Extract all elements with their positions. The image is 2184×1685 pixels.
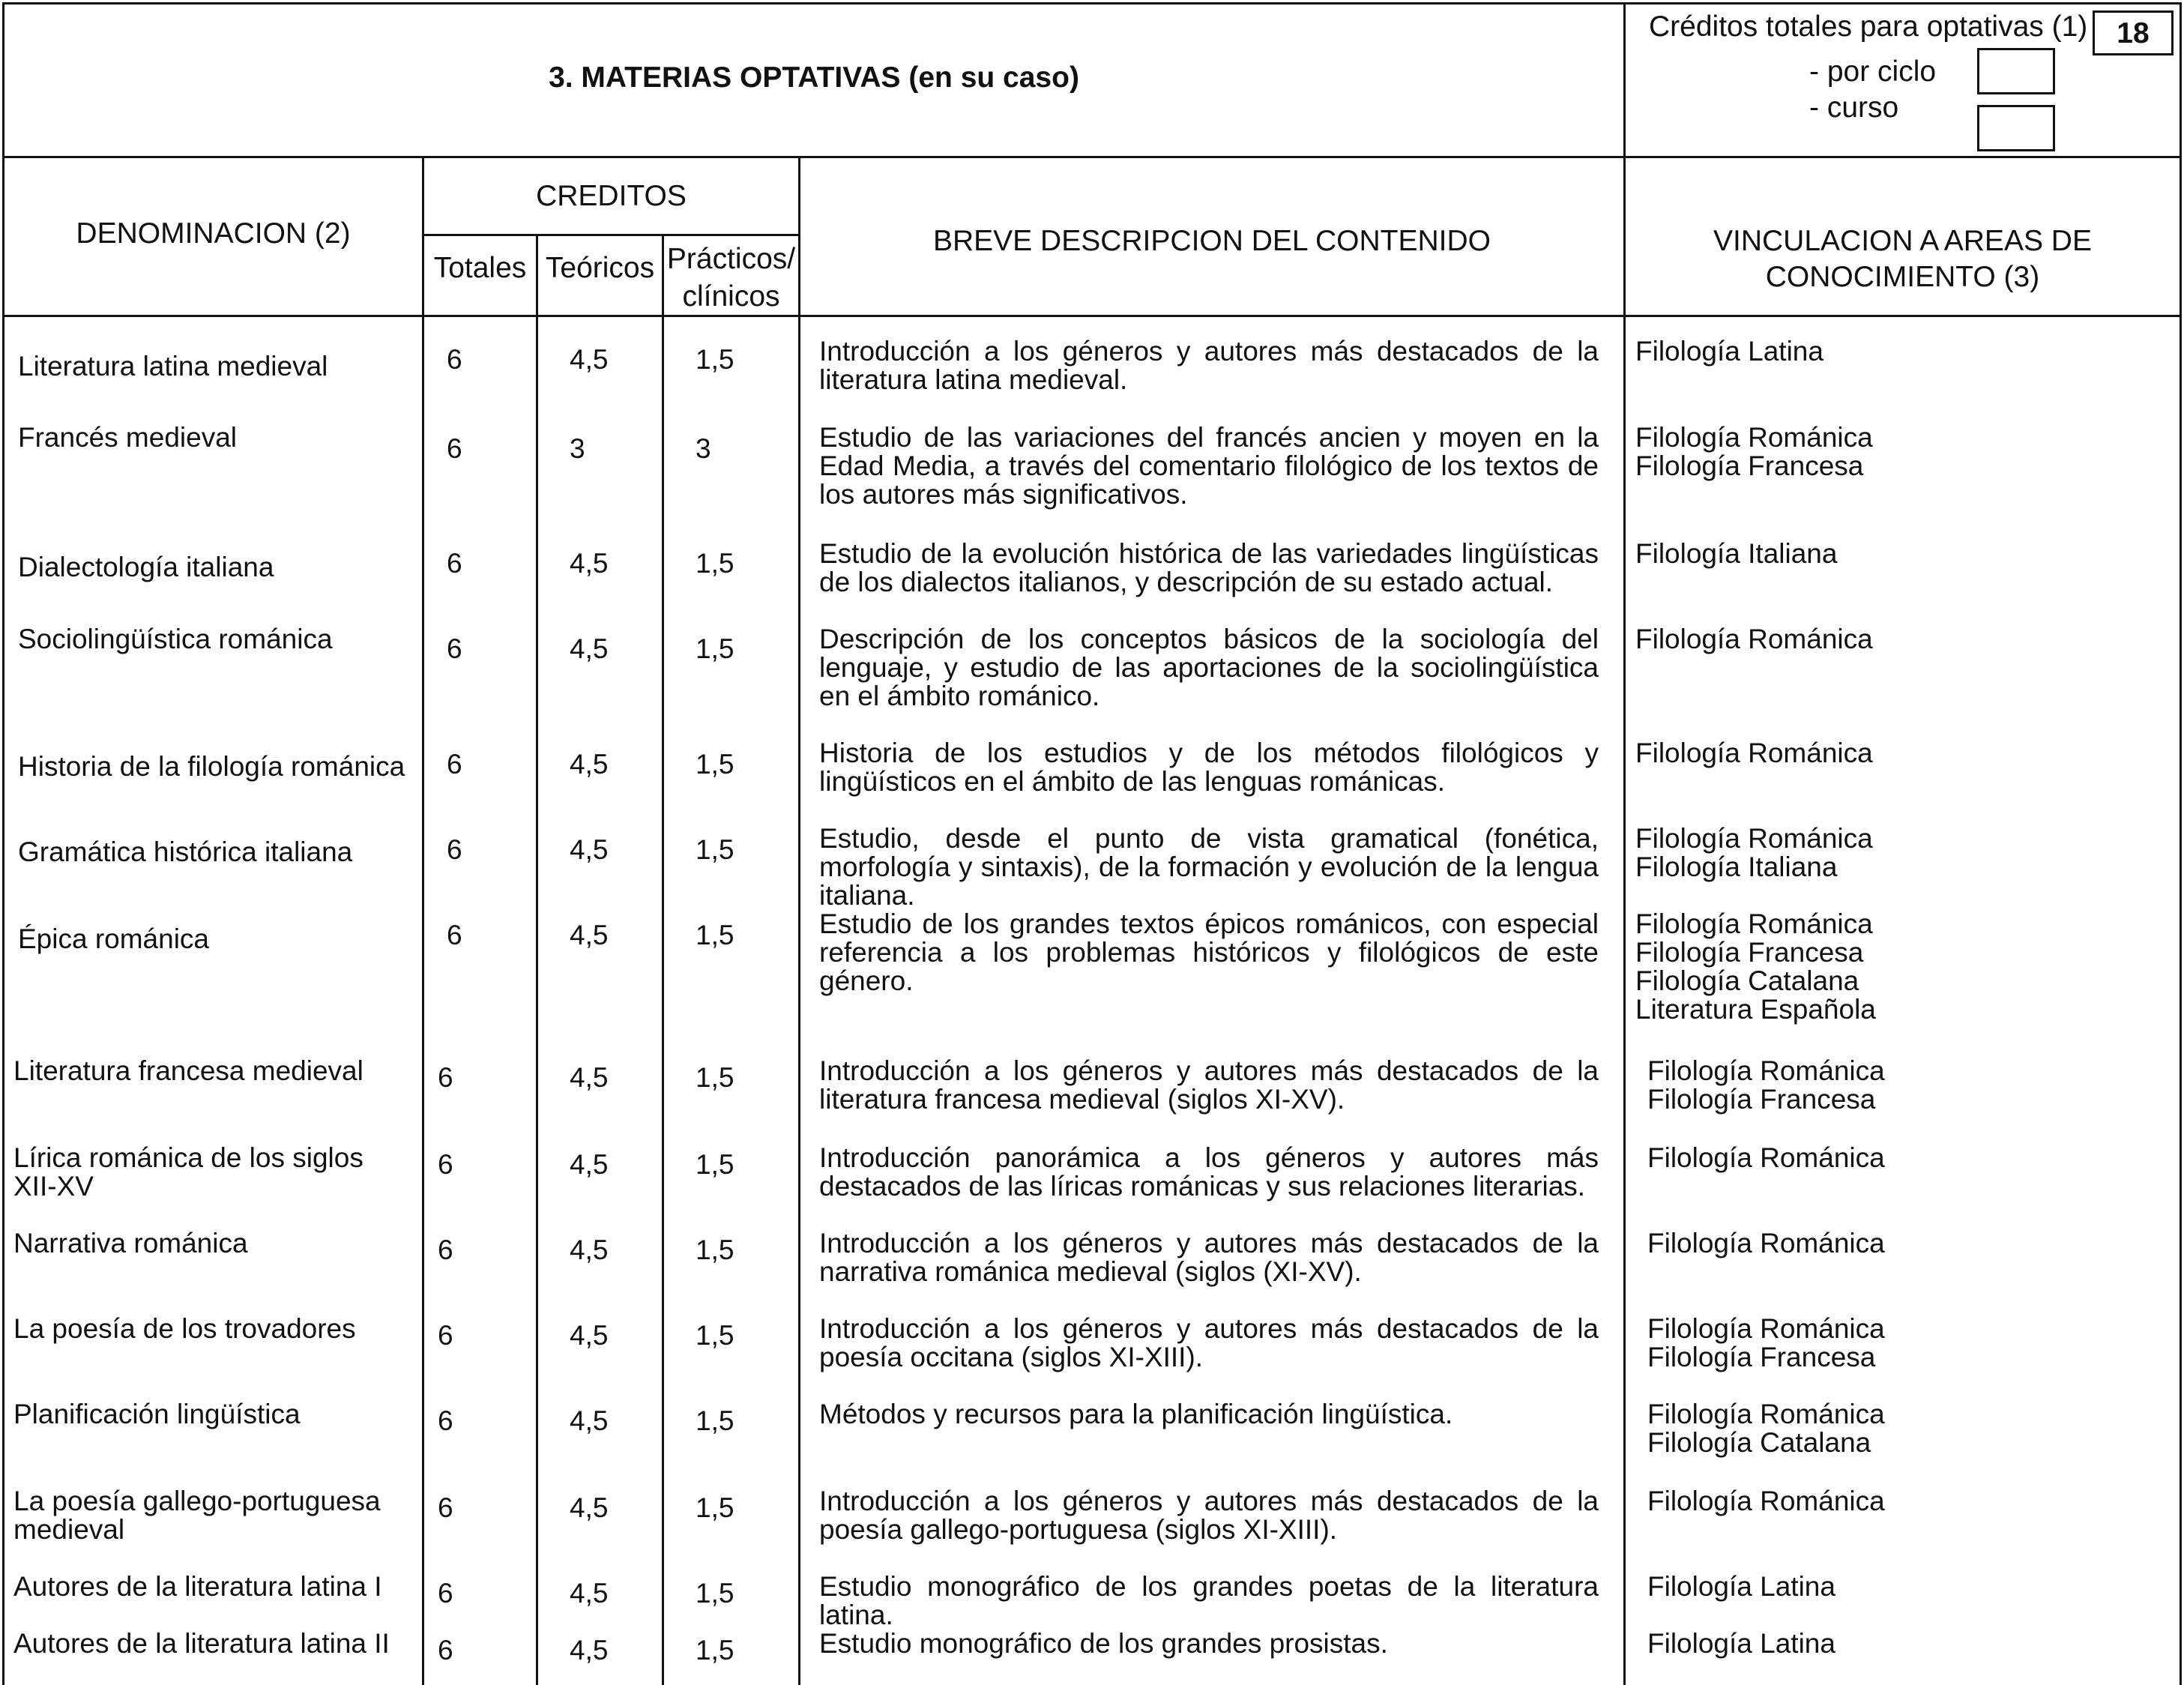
row-practicos: 1,5 — [696, 834, 734, 865]
row-teoricos: 4,5 — [570, 344, 609, 375]
area-item: Filología Románica — [1635, 738, 1873, 768]
row-descripcion: Estudio de las variaciones del francés ancien y moyen en la Edad Media, a través del comentario filológico de los textos de los autores más significativos. — [819, 422, 1599, 510]
row-areas — [1647, 1487, 1885, 1516]
row-descripcion: Descripción de los conceptos básicos de la sociología del lenguaje, y estudio de las aportaciones de la sociolingüística en el ámbito románico. — [819, 624, 1599, 711]
row-denominacion: Sociolingüística románica — [18, 624, 333, 654]
row-practicos: 1,5 — [696, 1235, 734, 1265]
row-practicos: 3 — [696, 433, 711, 464]
rule-col-2 — [536, 234, 538, 1685]
row-descripcion: Estudio de la evolución histórica de las variedades lingüísticas de los dialectos italianos, y descripción de su estado actual. — [819, 538, 1599, 597]
row-teoricos: 4,5 — [570, 548, 609, 579]
row-denominacion: Autores de la literatura latina I — [13, 1571, 382, 1602]
col-creditos: CREDITOS — [536, 180, 687, 212]
row-denominacion: Literatura latina medieval — [18, 351, 328, 382]
col-practicos-line1: Prácticos/ — [666, 243, 796, 275]
row-denominacion: Autores de la literatura latina II — [13, 1628, 390, 1659]
area-item: Filología Románica — [1647, 1399, 1885, 1429]
row-totales: 6 — [438, 1492, 453, 1523]
row-areas — [1647, 1400, 1885, 1457]
row-totales: 6 — [438, 1235, 453, 1265]
row-teoricos: 4,5 — [570, 920, 609, 950]
row-teoricos: 4,5 — [570, 1062, 609, 1093]
row-descripcion: Métodos y recursos para la planificación lingüística. — [819, 1399, 1453, 1429]
row-areas — [1635, 910, 1876, 1024]
row-areas — [1647, 1573, 1835, 1601]
row-practicos: 1,5 — [696, 1062, 734, 1093]
row-areas — [1635, 825, 1873, 881]
row-denominacion: Literatura francesa medieval — [13, 1055, 364, 1086]
row-areas — [1647, 1229, 1885, 1258]
row-practicos: 1,5 — [696, 344, 734, 375]
row-practicos: 1,5 — [696, 749, 734, 780]
area-item: Filología Catalana — [1647, 1427, 1871, 1458]
col-vinculacion-line1: VINCULACION A AREAS DE — [1713, 225, 2092, 257]
row-totales: 6 — [438, 1405, 453, 1436]
row-descripcion: Estudio monográfico de los grandes poetas de la literatura latina. — [819, 1571, 1599, 1630]
row-descripcion: Introducción a los géneros y autores más destacados de la literatura latina medieval. — [819, 336, 1599, 395]
row-areas — [1647, 1144, 1885, 1172]
curso-box — [1977, 105, 2055, 151]
rule-colhead-bottom — [2, 315, 2182, 317]
creditos-totales-label: Créditos totales para optativas (1) — [1649, 10, 2088, 43]
row-teoricos: 4,5 — [570, 1492, 609, 1523]
row-descripcion: Estudio, desde el punto de vista gramatical (fonética, morfología y sintaxis), de la formación y evolución de la lengua italiana. — [819, 823, 1599, 911]
row-totales: 6 — [438, 1320, 453, 1351]
row-totales: 6 — [438, 1635, 453, 1666]
area-item: Filología Latina — [1635, 336, 1823, 367]
area-item: Filología Románica — [1635, 908, 1873, 939]
col-practicos-line2: clínicos — [682, 280, 780, 313]
area-item: Filología Latina — [1647, 1571, 1835, 1602]
area-item: Filología Catalana — [1635, 965, 1859, 996]
col-descripcion: BREVE DESCRIPCION DEL CONTENIDO — [932, 225, 1491, 257]
area-item: Filología Italiana — [1635, 851, 1838, 882]
area-item: Literatura Española — [1635, 994, 1876, 1025]
area-item: Filología Latina — [1647, 1628, 1835, 1659]
row-teoricos: 4,5 — [570, 1635, 609, 1666]
row-teoricos: 4,5 — [570, 1578, 609, 1609]
row-descripcion: Introducción a los géneros y autores más destacados de la literatura francesa medieval (siglos XI-XV). — [819, 1055, 1599, 1115]
row-teoricos: 4,5 — [570, 633, 609, 664]
row-teoricos: 4,5 — [570, 834, 609, 865]
row-denominacion: Épica románica — [18, 923, 210, 954]
row-teoricos: 4,5 — [570, 1405, 609, 1436]
area-item: Filología Románica — [1635, 624, 1873, 654]
row-areas — [1635, 625, 1873, 654]
row-areas — [1635, 423, 1873, 480]
row-teoricos: 4,5 — [570, 1149, 609, 1180]
area-item: Filología Románica — [1647, 1486, 1885, 1516]
row-practicos: 1,5 — [696, 1405, 734, 1436]
row-areas — [1647, 1315, 1885, 1372]
row-teoricos: 4,5 — [570, 1235, 609, 1265]
row-practicos: 1,5 — [696, 920, 734, 950]
row-denominacion: Narrativa románica — [13, 1228, 248, 1259]
rule-col-4 — [798, 156, 800, 1685]
row-denominacion: Historia de la filología románica — [18, 751, 405, 782]
row-totales: 6 — [447, 749, 462, 780]
area-item: Filología Románica — [1647, 1142, 1885, 1173]
area-item: Filología Románica — [1635, 422, 1873, 453]
row-areas — [1647, 1057, 1885, 1114]
rule-top — [2, 2, 2182, 4]
row-descripcion: Estudio monográfico de los grandes prosistas. — [819, 1628, 1388, 1659]
por-ciclo-box — [1977, 48, 2055, 94]
row-denominacion: Dialectología italiana — [18, 552, 274, 582]
col-totales: Totales — [433, 252, 527, 284]
row-areas — [1635, 540, 1837, 568]
area-item: Filología Italiana — [1635, 538, 1838, 569]
area-item: Filología Románica — [1647, 1055, 1885, 1086]
row-descripcion: Historia de los estudios y de los métodos filológicos y lingüísticos en el ámbito de las lenguas románicas. — [819, 738, 1599, 797]
page-title: 3. MATERIAS OPTATIVAS (en su caso) — [549, 61, 1079, 94]
curso-label: - curso — [1809, 91, 1899, 124]
row-practicos: 1,5 — [696, 633, 734, 664]
col-vinculacion-line2: CONOCIMIENTO (3) — [1765, 261, 2040, 293]
row-denominacion: La poesía de los trovadores — [13, 1313, 356, 1344]
row-descripcion: Introducción panorámica a los géneros y autores más destacados de las líricas románicas y sus relaciones literarias. — [819, 1142, 1599, 1202]
row-descripcion: Introducción a los géneros y autores más destacados de la poesía gallego-portuguesa (siglos XI-XIII). — [819, 1486, 1599, 1545]
row-practicos: 1,5 — [696, 548, 734, 579]
rule-header-bottom — [2, 156, 2182, 158]
row-teoricos: 3 — [570, 433, 585, 464]
row-denominacion: Francés medieval — [18, 422, 238, 453]
row-practicos: 1,5 — [696, 1492, 734, 1523]
row-totales: 6 — [438, 1578, 453, 1609]
creditos-totales-value: 18 — [2117, 17, 2150, 49]
col-denominacion: DENOMINACION (2) — [76, 217, 351, 250]
row-totales: 6 — [447, 834, 462, 865]
row-teoricos: 4,5 — [570, 749, 609, 780]
row-teoricos: 4,5 — [570, 1320, 609, 1351]
area-item: Filología Francesa — [1647, 1342, 1876, 1372]
row-denominacion: La poesía gallego-portuguesa medieval — [13, 1486, 381, 1545]
row-totales: 6 — [447, 633, 462, 664]
row-totales: 6 — [438, 1062, 453, 1093]
row-denominacion: Lírica románica de los siglos XII-XV — [13, 1142, 364, 1202]
row-practicos: 1,5 — [696, 1320, 734, 1351]
row-totales: 6 — [447, 433, 462, 464]
row-areas — [1635, 739, 1873, 768]
row-areas — [1647, 1630, 1835, 1658]
area-item: Filología Francesa — [1635, 937, 1864, 968]
row-denominacion: Gramática histórica italiana — [18, 837, 353, 867]
row-totales: 6 — [447, 548, 462, 579]
por-ciclo-label: - por ciclo — [1809, 55, 1937, 88]
row-totales: 6 — [438, 1149, 453, 1180]
row-practicos: 1,5 — [696, 1149, 734, 1180]
row-descripcion: Introducción a los géneros y autores más destacados de la narrativa románica medieval (siglos (XI-XV). — [819, 1228, 1599, 1287]
row-practicos: 1,5 — [696, 1578, 734, 1609]
row-practicos: 1,5 — [696, 1635, 734, 1666]
rule-left — [2, 2, 4, 1685]
rule-creditos-split — [422, 234, 798, 236]
rule-col-1 — [422, 156, 424, 1685]
row-totales: 6 — [447, 920, 462, 950]
row-descripcion: Introducción a los géneros y autores más destacados de la poesía occitana (siglos XI-XIII). — [819, 1313, 1599, 1372]
area-item: Filología Románica — [1647, 1313, 1885, 1344]
row-descripcion: Estudio de los grandes textos épicos románicos, con especial referencia a los problemas históricos y filológicos de este género. — [819, 908, 1599, 996]
area-item: Filología Francesa — [1635, 450, 1864, 481]
rule-col-3 — [662, 234, 664, 1685]
area-item: Filología Románica — [1647, 1228, 1885, 1259]
area-item: Filología Francesa — [1647, 1084, 1876, 1115]
row-areas — [1635, 337, 1823, 366]
area-item: Filología Románica — [1635, 823, 1873, 854]
col-teoricos: Teóricos — [545, 252, 655, 284]
row-totales: 6 — [447, 344, 462, 375]
rule-right — [2180, 2, 2182, 1685]
row-denominacion: Planificación lingüística — [13, 1399, 301, 1429]
